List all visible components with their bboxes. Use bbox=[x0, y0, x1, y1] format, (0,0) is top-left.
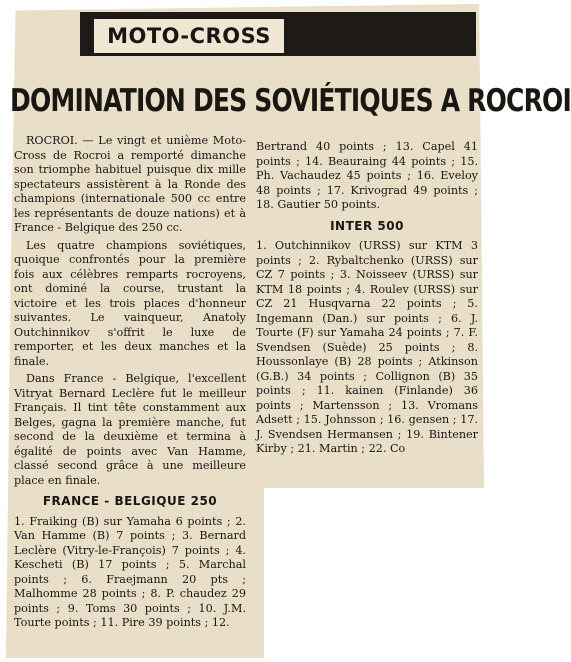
article-paragraph-3: Dans France - Belgique, l'excellent Vitryat Bernard Leclère fut le meilleur Français. Il tint tête constamment aux Belges, gagna la première manche, fut second de la deuxième et termina à égalité de points avec Van Hamme, classé second grâce à une meilleure place en finale. bbox=[14, 372, 246, 487]
inter-500-heading: INTER 500 bbox=[330, 218, 404, 233]
results-continuation: Bertrand 40 points ; 13. Capel 41 points ; 14. Beauraing 44 points ; 15. Ph. Vachaudez 45 points ; 16. Eveloy 48 points ; 17. Krivograd 49 points ; 18. Gautier 50 points. bbox=[256, 140, 478, 211]
france-belgique-heading: FRANCE - BELGIQUE 250 bbox=[42, 494, 218, 508]
article-right-column bbox=[256, 140, 478, 460]
headline: DOMINATION DES SOVIÉTIQUES A ROCROI bbox=[10, 82, 571, 119]
section-label: MOTO-CROSS bbox=[92, 17, 286, 55]
france-belgique-results: 1. Fraiking (B) sur Yamaha 6 points ; 2. Van Hamme (B) 7 points ; 3. Bernard Leclère (Vitry-le-François) 7 points ; 4. Kescheti (B) 17 points ; 5. Marchal points ; 6. Fraejmann 20 pts ; Malhomme 28 points ; 8. P. chaudez 29 points ; 9. Toms 30 points ; 10. J.M. Tourte points ; 11. Pire 39 points ; 12. bbox=[14, 514, 246, 629]
article-paragraph-2: Les quatre champions soviétiques, quoique confrontés pour la première fois aux célèbres remparts rocroyens, ont dominé la course, trustant la victoire et les trois places d'honneur suivantes. Le vainqueur, Anatoly Outchinnikov s'offrit le luxe de remporter, et les deux manches et la finale. bbox=[14, 238, 246, 368]
article-paragraph-1: ROCROI. — Le vingt et unième Moto-Cross de Rocroi a remporté dimanche son triomphe habituel puisque dix mille spectateurs assistèrent à la Ronde des champions (internationale 500 cc entre les représentants de douze nations) et à France - Belgique des 250 cc. bbox=[14, 134, 246, 234]
article-left-column bbox=[14, 134, 246, 634]
inter-500-results: 1. Outchinnikov (URSS) sur KTM 3 points ; 2. Rybaltchenko (URSS) sur CZ 7 points ; 3. Noisseev (URSS) sur KTM 18 points ; 4. Roulev (URSS) sur CZ 21 Husqvarna 22 points ; 5. Ingemann (Dan.) sur points ; 6. J. Tourte (F) sur Yamaha 24 points ; 7. F. Svendsen (Suède) 25 points ; 8. Houssonlaye (B) 28 points ; Atkinson (G.B.) 34 points ; Collignon (B) 35 points ; 11. kainen (Finlande) 36 points ; Martensson ; 13. Vromans Adsett ; 15. Johnsson ; 16. gensen ; 17. J. Svendsen Hermansen ; 19. Bintener Kirby ; 21. Martin ; 22. Co bbox=[256, 239, 478, 455]
